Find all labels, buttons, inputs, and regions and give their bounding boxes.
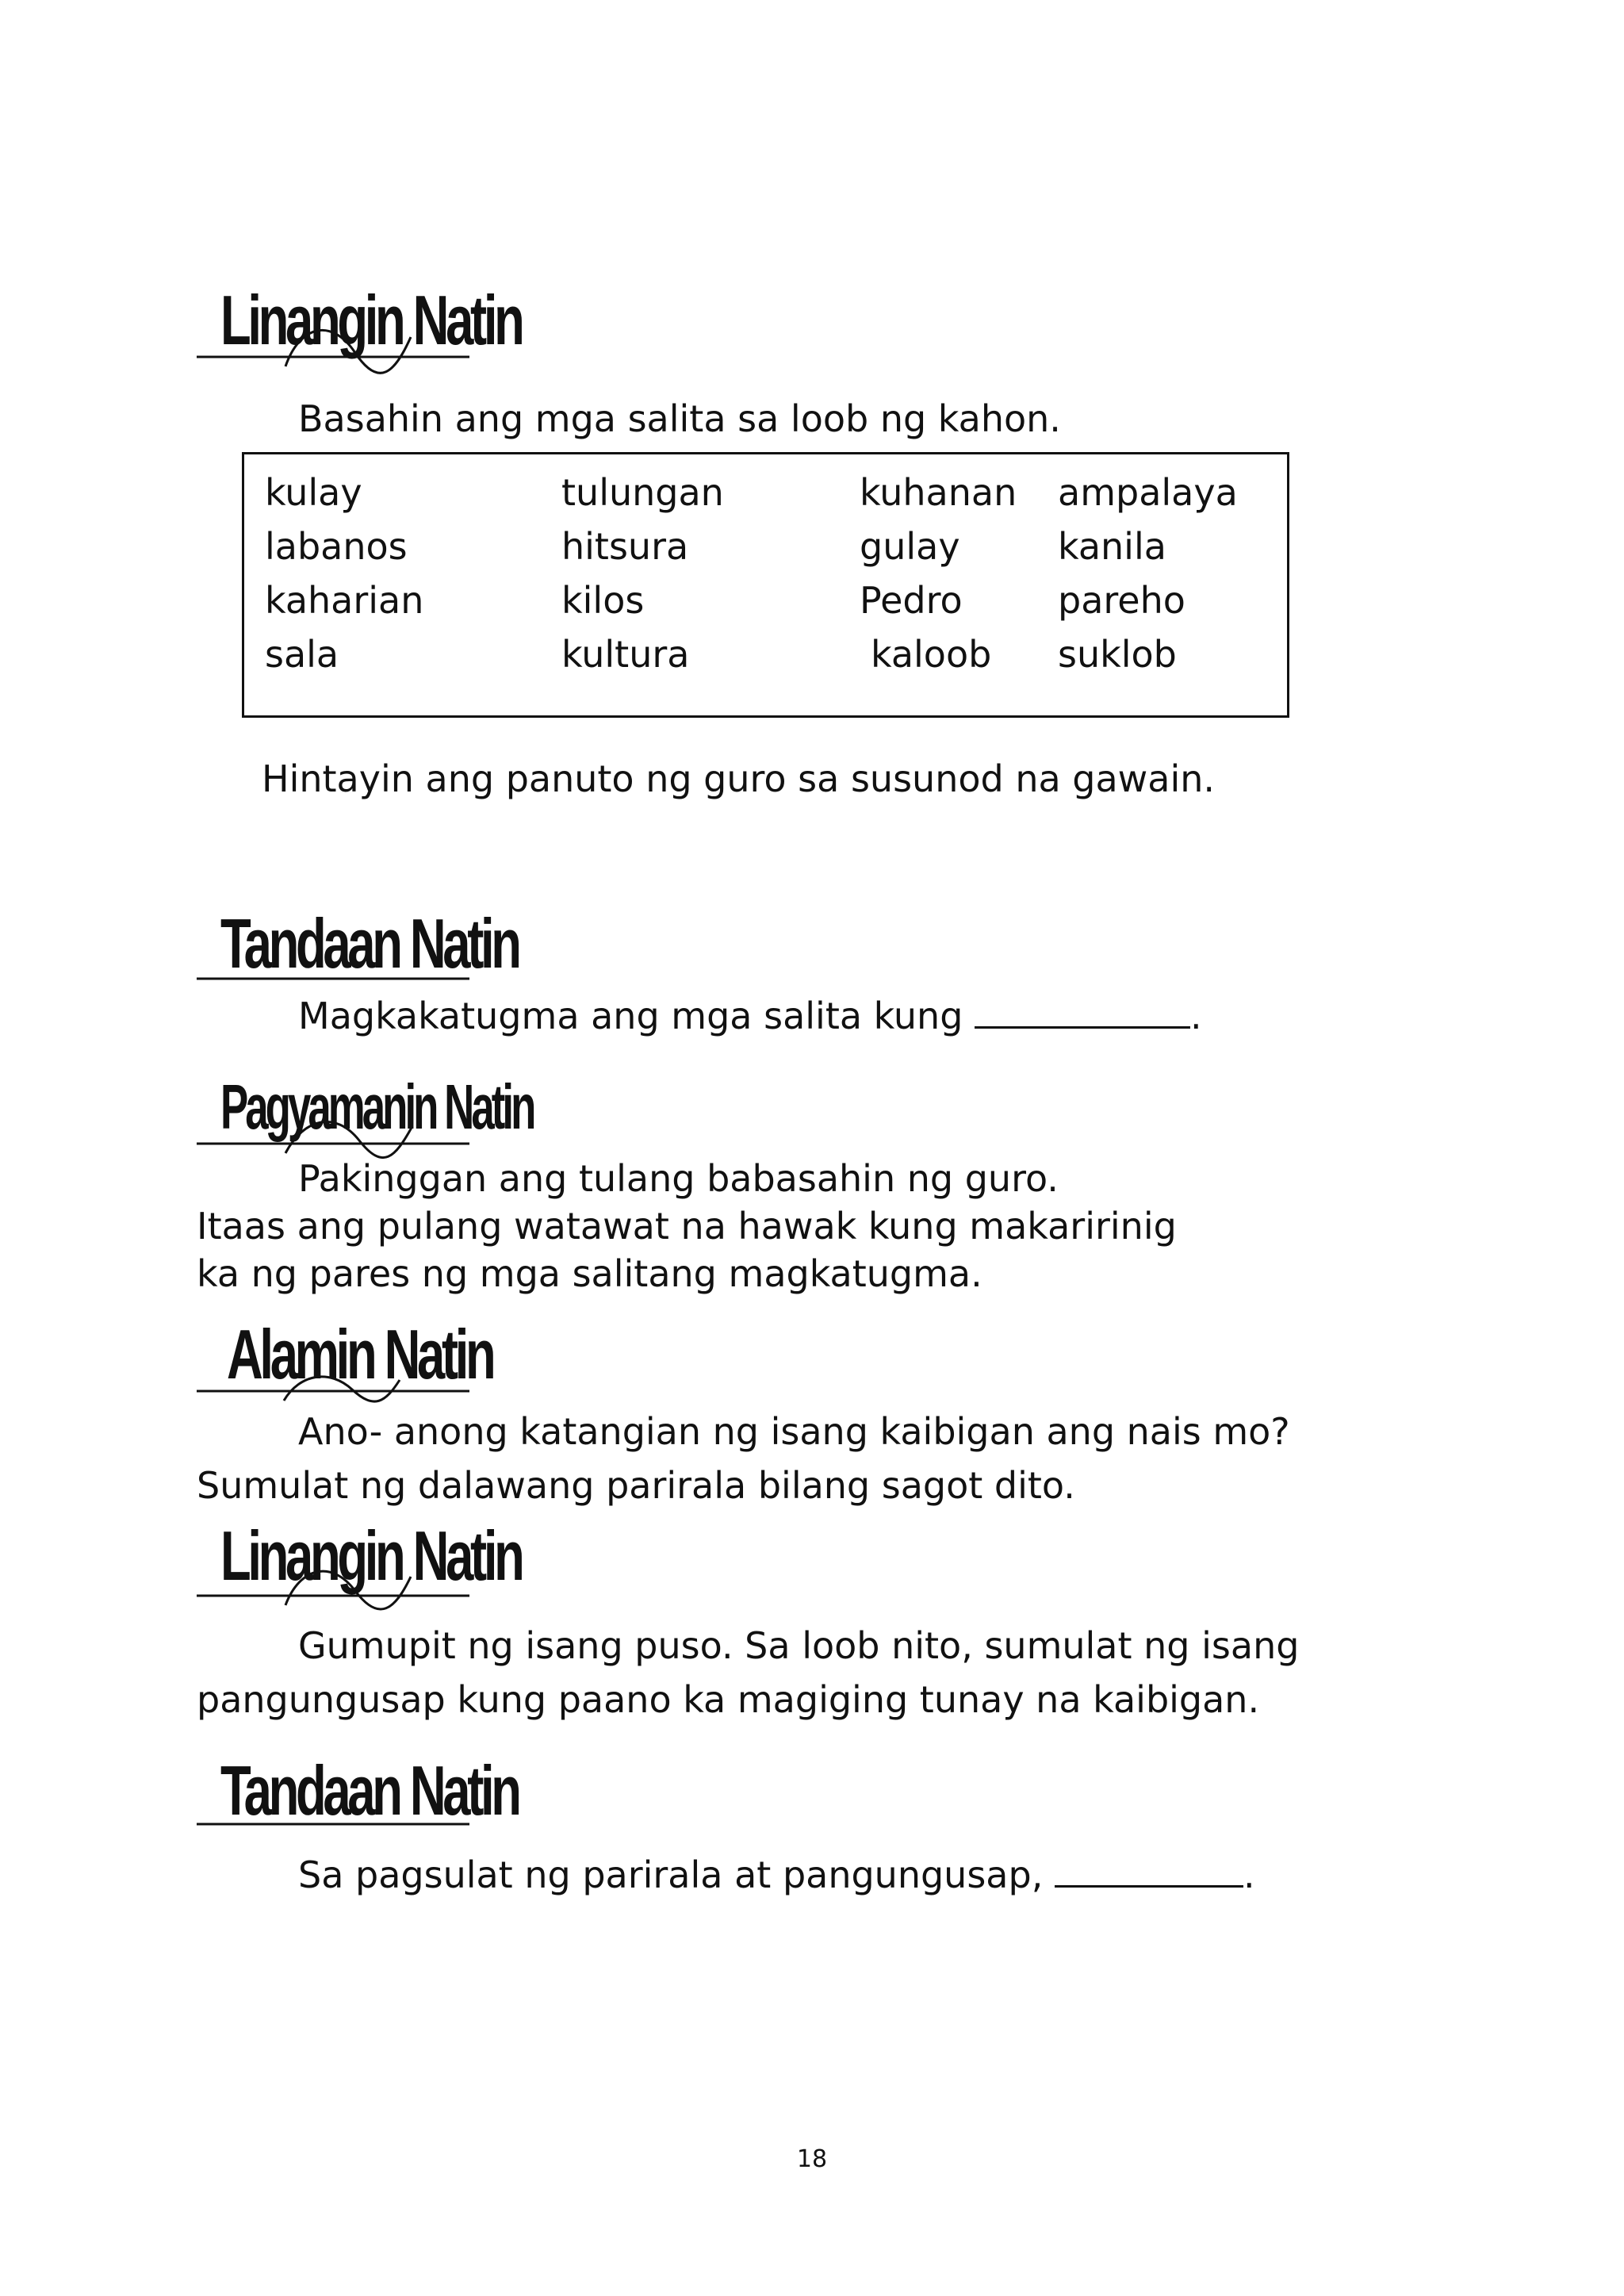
word: kuhanan xyxy=(860,471,1017,514)
word: Pedro xyxy=(860,579,963,622)
instruction-read: Basahin ang mga salita sa loob ng kahon. xyxy=(298,397,1061,440)
word: labanos xyxy=(265,525,408,568)
page-number: 18 xyxy=(796,2145,828,2173)
section-heading-tandaan-2 xyxy=(197,1729,519,1832)
word: hitsura xyxy=(561,525,689,568)
text-line: Gumupit ng isang puso. Sa loob nito, sumulat ng isang xyxy=(298,1624,1300,1667)
heading-text: Tandaan Natin xyxy=(220,1751,519,1830)
text-line: Itaas ang pulang watawat na hawak kung makaririnig xyxy=(197,1205,1177,1248)
text-line: pangungusap kung paano ka magiging tunay na kaibigan. xyxy=(197,1678,1260,1721)
word: gulay xyxy=(860,525,960,568)
word-column-1 xyxy=(265,466,423,681)
answer-blank[interactable] xyxy=(975,991,1190,1029)
heading-text: Alamin Natin xyxy=(227,1315,493,1393)
text-line: ka ng pares ng mga salitang magkatugma. xyxy=(197,1252,982,1295)
heading-text: Linangin Natin xyxy=(220,1516,522,1595)
word: kanila xyxy=(1058,525,1166,568)
text-line: Ano- anong katangian ng isang kaibigan ang nais mo? xyxy=(298,1410,1290,1453)
tandaan-statement-2: Sa pagsulat ng parirala at pangungusap, . xyxy=(197,1850,1255,1899)
text-line: Sumulat ng dalawang parirala bilang sagot dito. xyxy=(197,1464,1075,1507)
word-column-2 xyxy=(561,466,724,681)
tandaan-statement: Magkakatugma ang mga salita kung . xyxy=(197,991,1202,1040)
word: sala xyxy=(265,633,339,676)
word: suklob xyxy=(1058,633,1177,676)
section-heading-alamin xyxy=(197,1301,493,1404)
word: kaloob xyxy=(871,633,992,676)
word-box xyxy=(242,452,1289,718)
linangin-instructions xyxy=(197,1622,1299,1723)
word: kultura xyxy=(561,633,690,676)
heading-text: Tandaan Natin xyxy=(220,904,519,983)
section-heading-pagyamanin xyxy=(197,1047,534,1158)
section-heading-linangin xyxy=(197,262,522,373)
pagyamanin-instructions xyxy=(197,1155,1177,1297)
heading-text: Pagyamanin Natin xyxy=(220,1071,534,1142)
word-column-3 xyxy=(860,466,1017,681)
word: kilos xyxy=(561,579,645,622)
alamin-instructions xyxy=(197,1408,1290,1509)
section-heading-tandaan xyxy=(197,880,519,983)
word-column-4 xyxy=(1058,466,1238,681)
text-line: Pakinggan ang tulang babasahin ng guro. xyxy=(298,1157,1059,1200)
heading-text: Linangin Natin xyxy=(220,281,522,359)
word: kaharian xyxy=(265,579,424,622)
answer-blank[interactable] xyxy=(1055,1850,1243,1888)
word: ampalaya xyxy=(1058,471,1238,514)
section-heading-linangin-2 xyxy=(197,1499,522,1610)
instruction-wait: Hintayin ang panuto ng guro sa susunod na gawain. xyxy=(262,757,1216,800)
word: pareho xyxy=(1058,579,1185,622)
word: tulungan xyxy=(561,471,724,514)
word: kulay xyxy=(265,471,362,514)
